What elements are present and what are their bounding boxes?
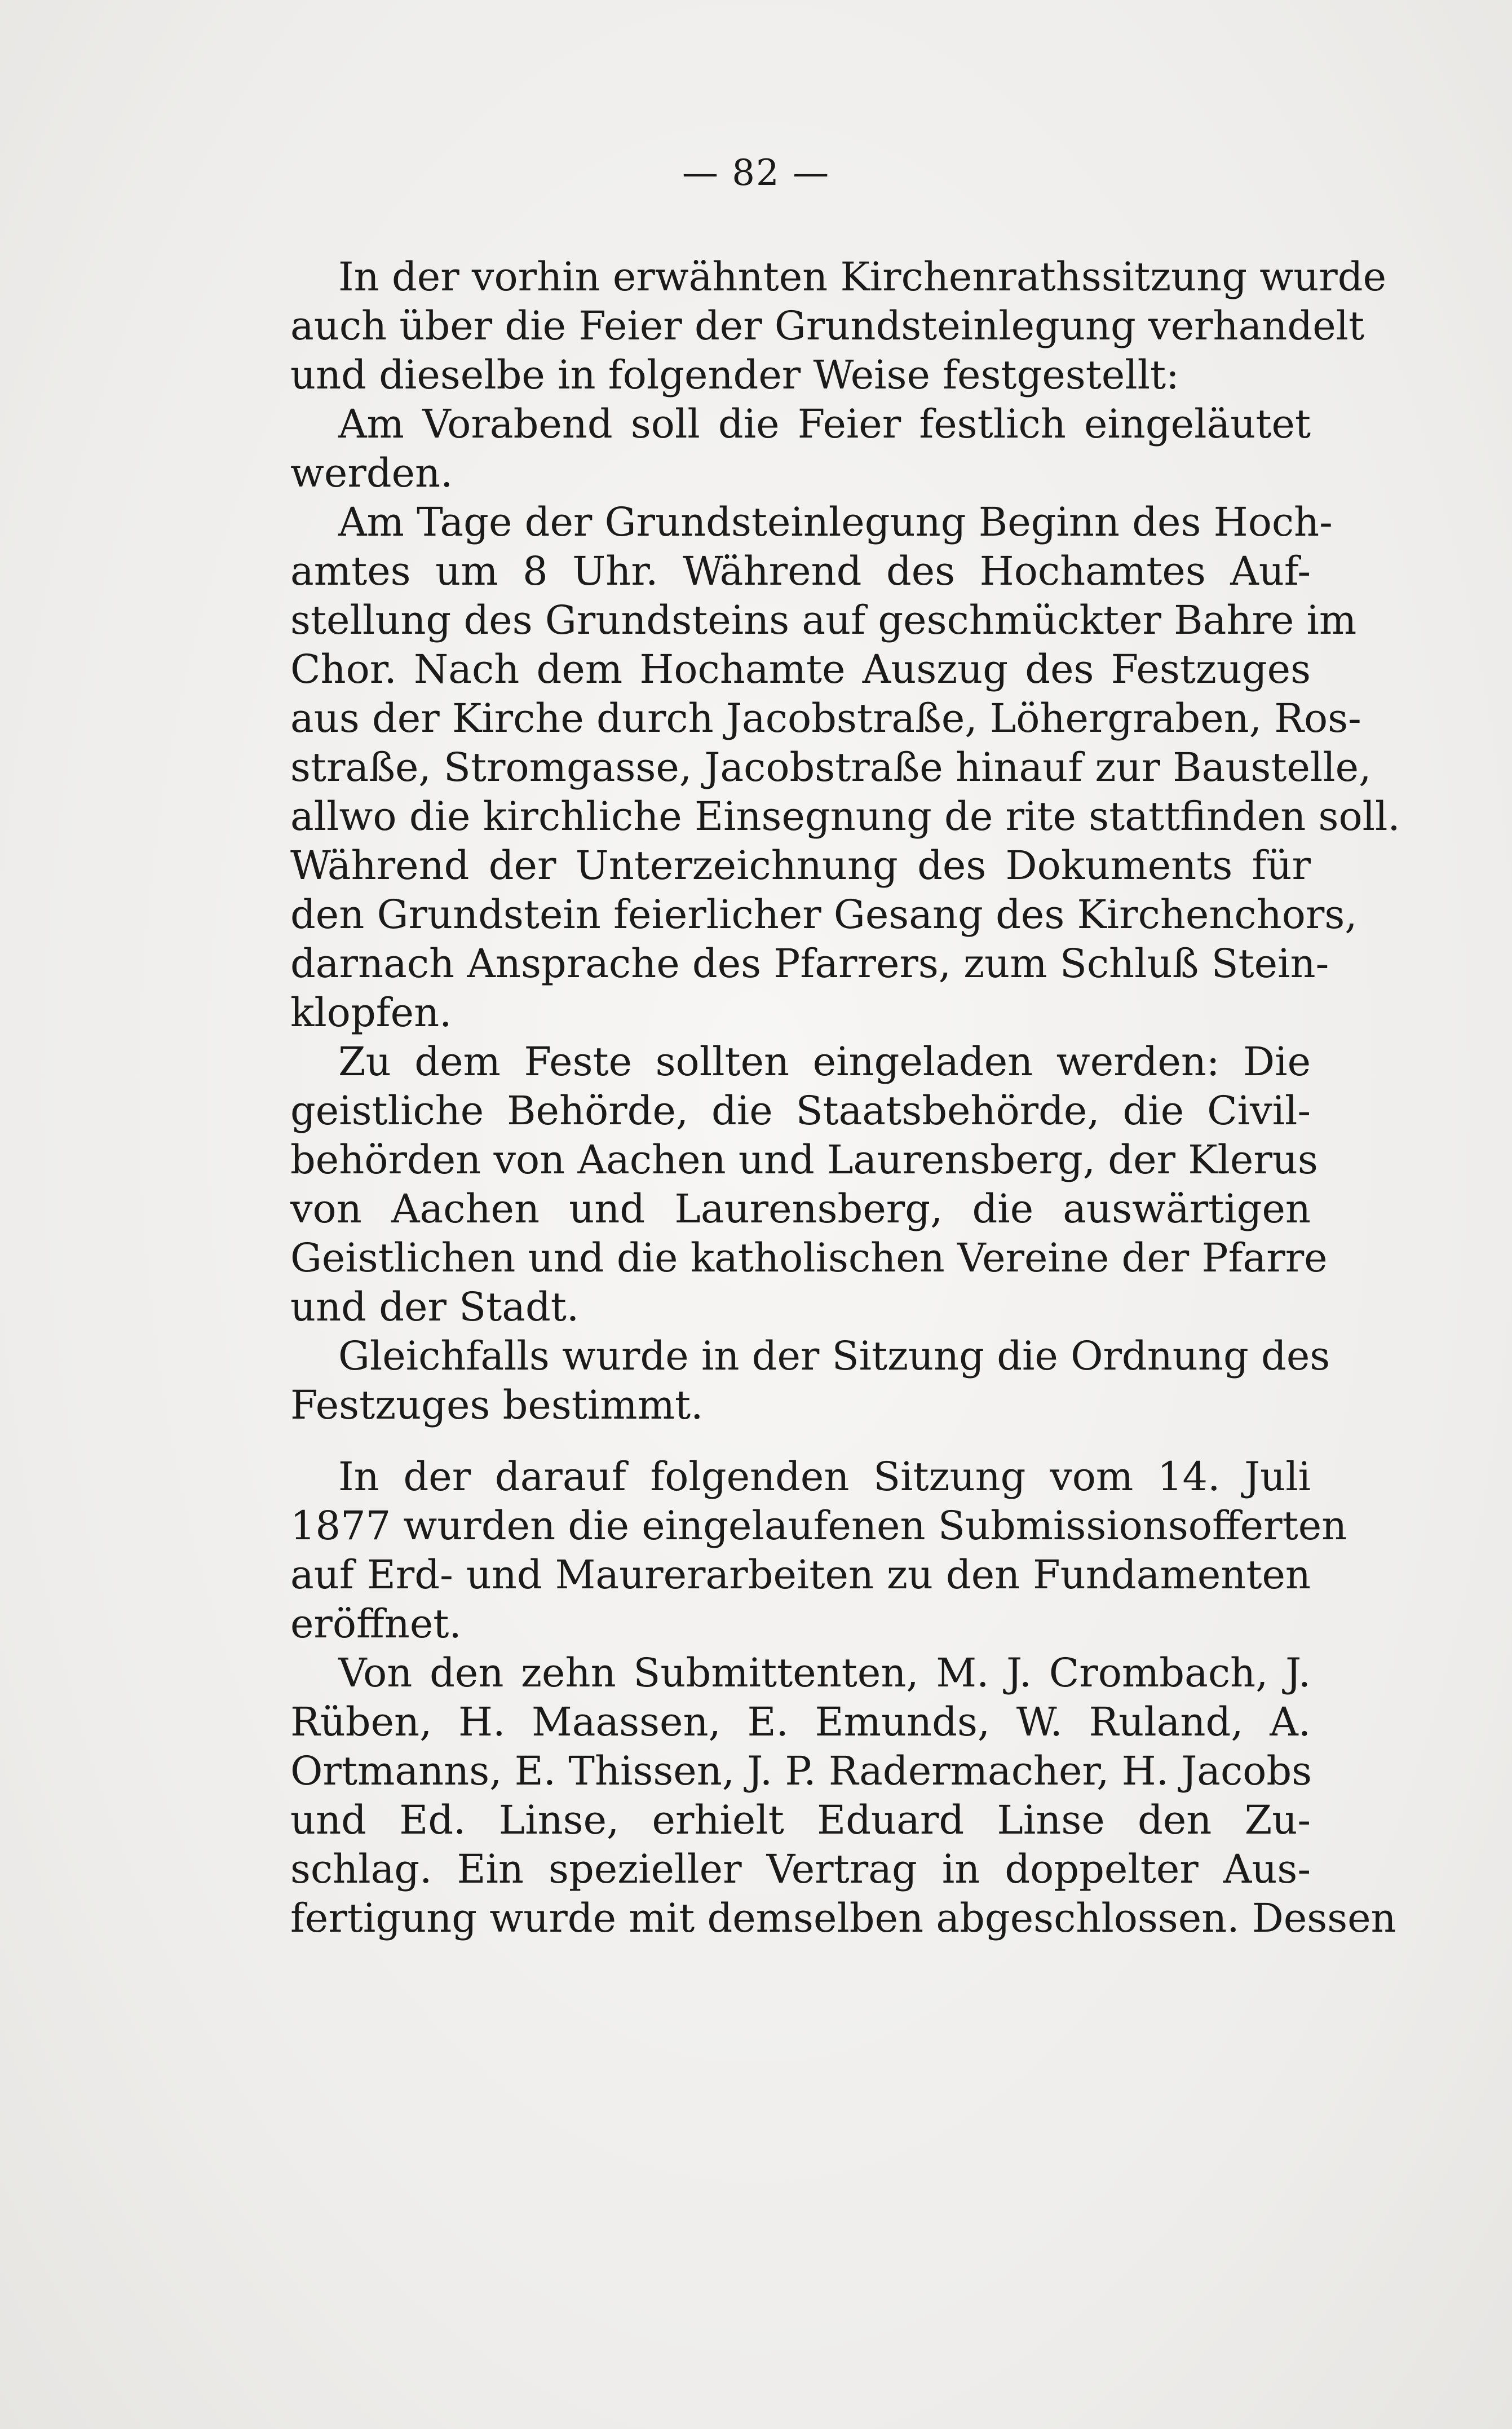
text-line: geistliche Behörde, die Staatsbehörde, die Civil- (290, 1088, 1311, 1134)
text-line: und Ed. Linse, erhielt Eduard Linse den Zu- (290, 1797, 1311, 1843)
text-line: Chor. Nach dem Hochamte Auszug des Festzuges (290, 646, 1311, 692)
text-line: Rüben, H. Maassen, E. Emunds, W. Ruland, A. (290, 1699, 1311, 1745)
text-line: auf Erd- und Maurerarbeiten zu den Fundamenten (290, 1552, 1311, 1598)
text-line: Zu dem Feste sollten eingeladen werden: Die (338, 1039, 1311, 1085)
paragraph-invitations (290, 1037, 1328, 1332)
text-line: den Grundstein feierlicher Gesang des Kirchenchors, (290, 891, 1358, 938)
text-line: von Aachen und Laurensberg, die auswärtigen (290, 1186, 1311, 1232)
paragraph-eve-bells (290, 400, 1311, 498)
text-line: stellung des Grundsteins auf geschmückter Bahre im (290, 597, 1357, 643)
text-line: fertigung wurde mit demselben abgeschlossen. Dessen (290, 1895, 1396, 1941)
paragraph-ceremony-order (290, 498, 1400, 1037)
paragraph-submissions (290, 1452, 1347, 1649)
text-line: klopfen. (290, 990, 452, 1036)
body-text (290, 253, 1400, 1943)
text-line: Ortmanns, E. Thissen, J. P. Radermacher, H. Jacobs (290, 1748, 1312, 1794)
text-line: amtes um 8 Uhr. Während des Hochamtes Auf- (290, 548, 1311, 594)
text-line: Während der Unterzeichnung des Dokuments für (290, 842, 1311, 889)
text-line: behörden von Aachen und Laurensberg, der Klerus (290, 1137, 1318, 1183)
text-line: Am Tage der Grundsteinlegung Beginn des Hoch- (338, 499, 1333, 545)
page-number: — 82 — (682, 152, 830, 194)
text-line: In der vorhin erwähnten Kirchenrathssitzung wurde (338, 254, 1386, 300)
text-line: und der Stadt. (290, 1284, 580, 1330)
paragraph-contractors (290, 1649, 1396, 1943)
text-line: 1877 wurden die eingelaufenen Submissionsofferten (290, 1503, 1347, 1549)
section-gap (290, 1430, 1311, 1452)
text-line: darnach Ansprache des Pfarrers, zum Schluß Stein- (290, 940, 1329, 987)
text-line: eröffnet. (290, 1601, 462, 1647)
text-line: Am Vorabend soll die Feier festlich eingeläutet (338, 401, 1311, 447)
text-line: schlag. Ein spezieller Vertrag in doppelter Aus- (290, 1846, 1311, 1892)
text-line: Geistlichen und die katholischen Vereine der Pfarre (290, 1235, 1328, 1281)
text-line: Festzuges bestimmt. (290, 1382, 704, 1428)
text-line: werden. (290, 450, 453, 496)
text-line: aus der Kirche durch Jacobstraße, Löhergraben, Ros- (290, 695, 1361, 741)
paragraph-procession-order (290, 1332, 1330, 1430)
text-line: Gleichfalls wurde in der Sitzung die Ordnung des (338, 1333, 1330, 1379)
text-line: Von den zehn Submittenten, M. J. Crombach, J. (338, 1650, 1311, 1696)
text-line: auch über die Feier der Grundsteinlegung verhandelt (290, 303, 1365, 349)
text-line: und dieselbe in folgender Weise festgestellt: (290, 352, 1179, 398)
paragraph-consecration-discussion (290, 253, 1386, 400)
text-line: straße, Stromgasse, Jacobstraße hinauf zur Baustelle, (290, 744, 1372, 790)
text-line: allwo die kirchliche Einsegnung de rite stattfinden soll. (290, 793, 1400, 840)
text-line: In der darauf folgenden Sitzung vom 14. Juli (338, 1454, 1311, 1500)
